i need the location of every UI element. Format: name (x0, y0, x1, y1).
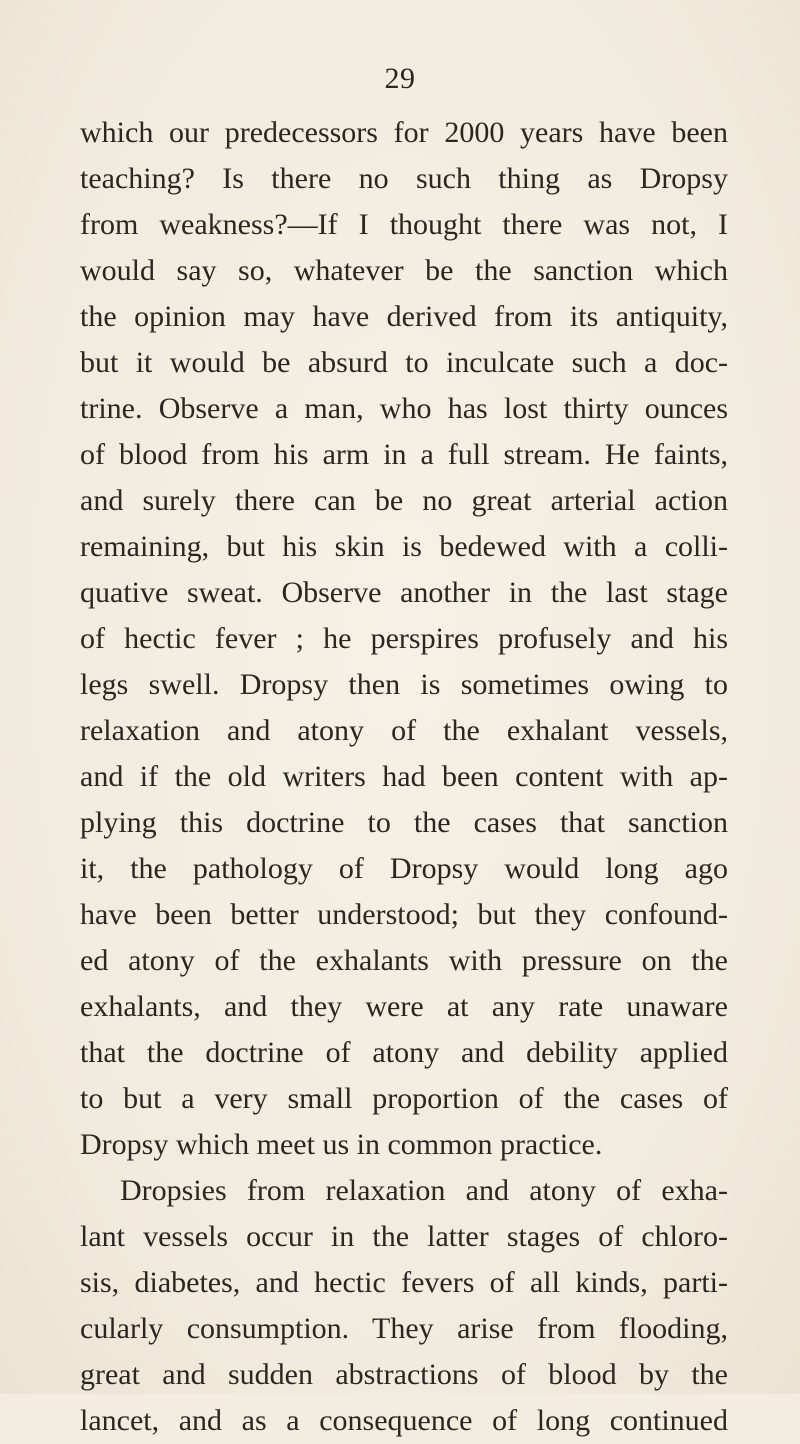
text-line: and if the old writers had been content with ap- (80, 760, 728, 793)
text-line: that the doctrine of atony and debility applied (80, 1036, 728, 1069)
text-line: it, the pathology of Dropsy would long ago (80, 852, 728, 885)
text-line: would say so, whatever be the sanction which (80, 254, 728, 287)
text-line: have been better understood; but they confound- (80, 898, 728, 931)
text-line: Dropsy which meet us in common practice. (80, 1128, 603, 1161)
text-line: teaching? Is there no such thing as Dropsy (80, 162, 728, 195)
text-line: and surely there can be no great arterial action (80, 484, 728, 517)
text-line: remaining, but his skin is bedewed with a colli- (80, 530, 728, 563)
text-line: lant vessels occur in the latter stages of chloro- (80, 1220, 728, 1253)
text-line: the opinion may have derived from its antiquity, (80, 300, 728, 333)
text-line: plying this doctrine to the cases that sanction (80, 806, 728, 839)
text-line: ed atony of the exhalants with pressure on the (80, 944, 728, 977)
text-line: of hectic fever ; he perspires profusely and his (80, 622, 728, 655)
text-line: but it would be absurd to inculcate such a doc- (80, 346, 728, 379)
text-line: of blood from his arm in a full stream. He faints, (80, 438, 728, 471)
text-line: from weakness?—If I thought there was not, I (80, 208, 728, 241)
text-line: exhalants, and they were at any rate unaware (80, 990, 728, 1023)
text-line: trine. Observe a man, who has lost thirty ounces (80, 392, 728, 425)
text-line: which our predecessors for 2000 years have been (80, 116, 728, 149)
body-text (80, 110, 728, 1444)
text-line: sis, diabetes, and hectic fevers of all kinds, parti- (80, 1266, 728, 1299)
text-line: legs swell. Dropsy then is sometimes owing to (80, 668, 728, 701)
text-line: lancet, and as a consequence of long continued (80, 1404, 728, 1437)
paragraph-start-line: Dropsies from relaxation and atony of exha- (120, 1174, 728, 1207)
text-line: quative sweat. Observe another in the last stage (80, 576, 728, 609)
text-line: to but a very small proportion of the cases of (80, 1082, 728, 1115)
text-line: relaxation and atony of the exhalant vessels, (80, 714, 728, 747)
text-line: great and sudden abstractions of blood by the (80, 1358, 728, 1391)
text-line: cularly consumption. They arise from flooding, (80, 1312, 728, 1345)
page-number: 29 (384, 62, 416, 95)
